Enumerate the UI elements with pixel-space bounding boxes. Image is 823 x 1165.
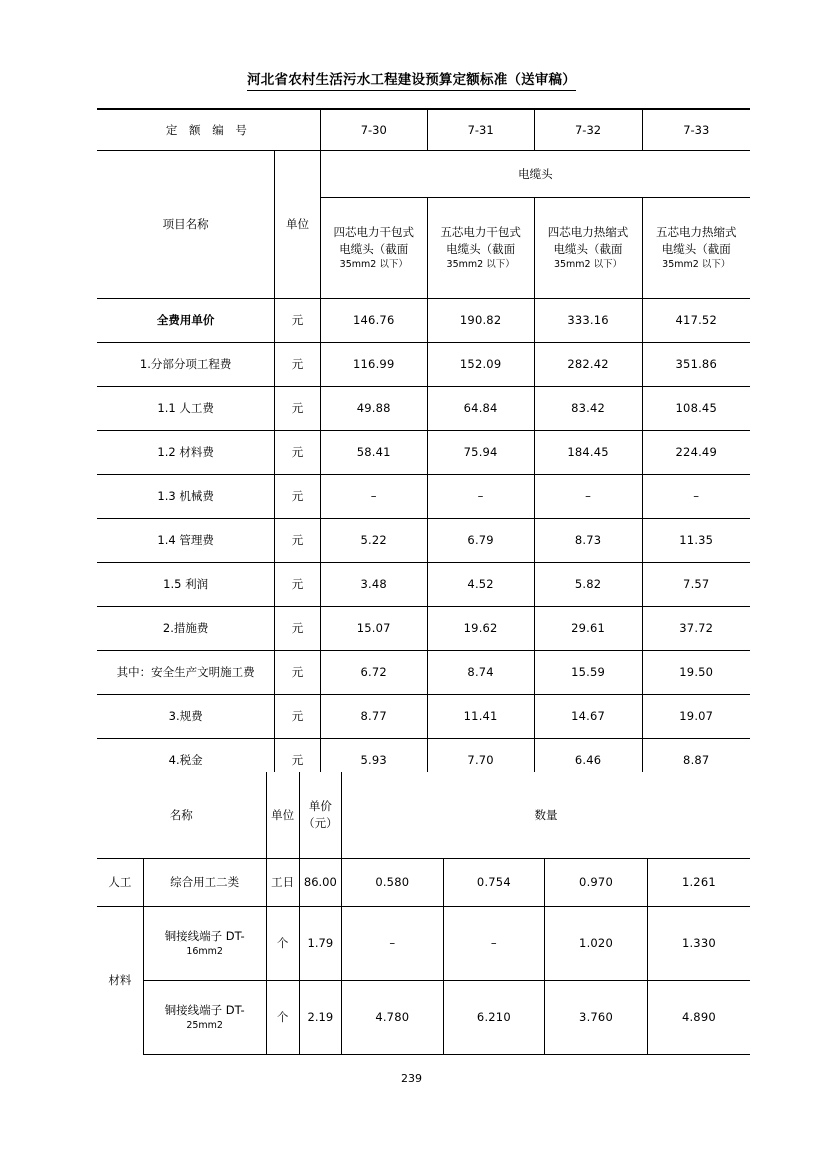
resource-price-label: 单价 （元） [299,772,341,859]
table-row [97,387,750,431]
resource-category: 材料 [97,907,143,1055]
cost-row-value-2: 14.67 [534,695,642,739]
cost-row-value-1: 152.09 [427,343,534,387]
cost-row-unit: 元 [275,519,321,563]
cost-row-value-0: 146.76 [320,299,427,343]
cost-row-value-0: 49.88 [320,387,427,431]
quota-code-cell-0: 7-30 [320,109,427,151]
cost-row-value-0: 116.99 [320,343,427,387]
cost-row-value-2: 6.46 [534,739,642,783]
table-row [97,607,750,651]
cost-row-value-2: – [534,475,642,519]
column-description-1: 五芯电力干包式 电缆头（截面 35mm2 以下） [427,198,534,299]
resource-name: 综合用工二类 [143,859,266,907]
cost-row-unit: 元 [275,651,321,695]
table-row [97,519,750,563]
cost-row-label: 3.规费 [97,695,275,739]
cost-row-value-0: 5.93 [320,739,427,783]
cost-row-label: 4.税金 [97,739,275,783]
quota-code-cell-2: 7-32 [534,109,642,151]
resource-quantity-label: 数量 [341,772,750,859]
cost-row-label: 1.分部分项工程费 [97,343,275,387]
cost-row-value-1: 190.82 [427,299,534,343]
cost-row-unit: 元 [275,739,321,783]
table-row [97,299,750,343]
resource-unit-label: 单位 [266,772,299,859]
cost-row-value-2: 83.42 [534,387,642,431]
resource-unit: 个 [266,907,299,981]
cost-row-value-2: 5.82 [534,563,642,607]
column-description-0: 四芯电力干包式 电缆头（截面 35mm2 以下） [320,198,427,299]
resource-value-2: 3.760 [545,981,648,1055]
table-row [97,343,750,387]
resource-header-row [97,772,750,859]
cost-row-value-0: 8.77 [320,695,427,739]
cost-row-value-3: 8.87 [642,739,750,783]
cost-row-label: 1.5 利润 [97,563,275,607]
quota-code-cell-3: 7-33 [642,109,750,151]
cost-row-value-0: 3.48 [320,563,427,607]
cost-row-value-1: – [427,475,534,519]
cost-row-value-2: 15.59 [534,651,642,695]
quota-code-row [97,109,750,151]
cost-row-unit: 元 [275,387,321,431]
page-title-text: 河北省农村生活污水工程建设预算定额标准（送审稿） [247,68,576,91]
column-description-2: 四芯电力热缩式 电缆头（截面 35mm2 以下） [534,198,642,299]
resource-name-label: 名称 [97,772,266,859]
cost-row-value-1: 11.41 [427,695,534,739]
quota-code-label: 定 额 编 号 [97,109,320,151]
cost-row-label: 1.1 人工费 [97,387,275,431]
cost-row-unit: 元 [275,475,321,519]
quota-code-cell-1: 7-31 [427,109,534,151]
cost-row-label: 1.4 管理费 [97,519,275,563]
resource-value-0: 4.780 [341,981,443,1055]
column-description-3: 五芯电力热缩式 电缆头（截面 35mm2 以下） [642,198,750,299]
cost-row-value-1: 64.84 [427,387,534,431]
cost-row-label: 其中：安全生产文明施工费 [97,651,275,695]
cost-row-unit: 元 [275,299,321,343]
cost-row-value-3: 417.52 [642,299,750,343]
resource-unit: 个 [266,981,299,1055]
cost-row-label: 1.2 材料费 [97,431,275,475]
cost-row-value-0: 6.72 [320,651,427,695]
page-number: 239 [401,1072,422,1085]
resource-value-2: 1.020 [545,907,648,981]
resource-unit: 工日 [266,859,299,907]
cost-row-unit: 元 [275,695,321,739]
table-row [97,695,750,739]
unit-label: 单位 [275,151,321,299]
resource-name: 铜接线端子 DT- 16mm2 [143,907,266,981]
cost-row-value-1: 75.94 [427,431,534,475]
resource-value-1: 6.210 [443,981,545,1055]
cost-row-unit: 元 [275,563,321,607]
quota-cost-table [97,108,750,783]
resource-price: 1.79 [299,907,341,981]
resource-value-3: 4.890 [647,981,750,1055]
group-header-row [97,151,750,198]
cost-row-value-3: 11.35 [642,519,750,563]
resource-value-1: – [443,907,545,981]
cost-row-value-1: 8.74 [427,651,534,695]
resource-price: 86.00 [299,859,341,907]
cost-row-unit: 元 [275,607,321,651]
resource-value-0: – [341,907,443,981]
cost-row-value-2: 29.61 [534,607,642,651]
cost-row-value-1: 4.52 [427,563,534,607]
cost-row-unit: 元 [275,343,321,387]
cost-row-value-0: 58.41 [320,431,427,475]
cost-row-value-2: 8.73 [534,519,642,563]
cost-row-value-1: 7.70 [427,739,534,783]
cost-row-value-2: 333.16 [534,299,642,343]
resource-value-0: 0.580 [341,859,443,907]
cost-row-label: 1.3 机械费 [97,475,275,519]
resource-consumption-table [97,772,750,1055]
cost-row-value-3: 7.57 [642,563,750,607]
table-row [97,859,750,907]
item-name-label: 项目名称 [97,151,275,299]
table-row [97,981,750,1055]
cost-row-value-0: – [320,475,427,519]
cost-row-unit: 元 [275,431,321,475]
cost-row-value-3: – [642,475,750,519]
resource-value-3: 1.330 [647,907,750,981]
table-row [97,907,750,981]
cost-row-value-3: 351.86 [642,343,750,387]
cost-row-value-1: 6.79 [427,519,534,563]
cost-row-value-0: 15.07 [320,607,427,651]
resource-category: 人工 [97,859,143,907]
cost-row-value-3: 37.72 [642,607,750,651]
table-row [97,431,750,475]
table-row [97,475,750,519]
group-label: 电缆头 [320,151,750,198]
cost-row-label: 2.措施费 [97,607,275,651]
cost-row-value-3: 19.50 [642,651,750,695]
table-row [97,651,750,695]
cost-row-value-0: 5.22 [320,519,427,563]
cost-row-value-2: 282.42 [534,343,642,387]
cost-row-value-3: 19.07 [642,695,750,739]
resource-value-3: 1.261 [647,859,750,907]
resource-value-1: 0.754 [443,859,545,907]
cost-row-value-2: 184.45 [534,431,642,475]
cost-row-value-1: 19.62 [427,607,534,651]
resource-value-2: 0.970 [545,859,648,907]
cost-row-value-3: 224.49 [642,431,750,475]
resource-price: 2.19 [299,981,341,1055]
table-row [97,563,750,607]
cost-row-label: 全费用单价 [97,299,275,343]
resource-name: 铜接线端子 DT- 25mm2 [143,981,266,1055]
cost-row-value-3: 108.45 [642,387,750,431]
page-title [0,68,823,91]
